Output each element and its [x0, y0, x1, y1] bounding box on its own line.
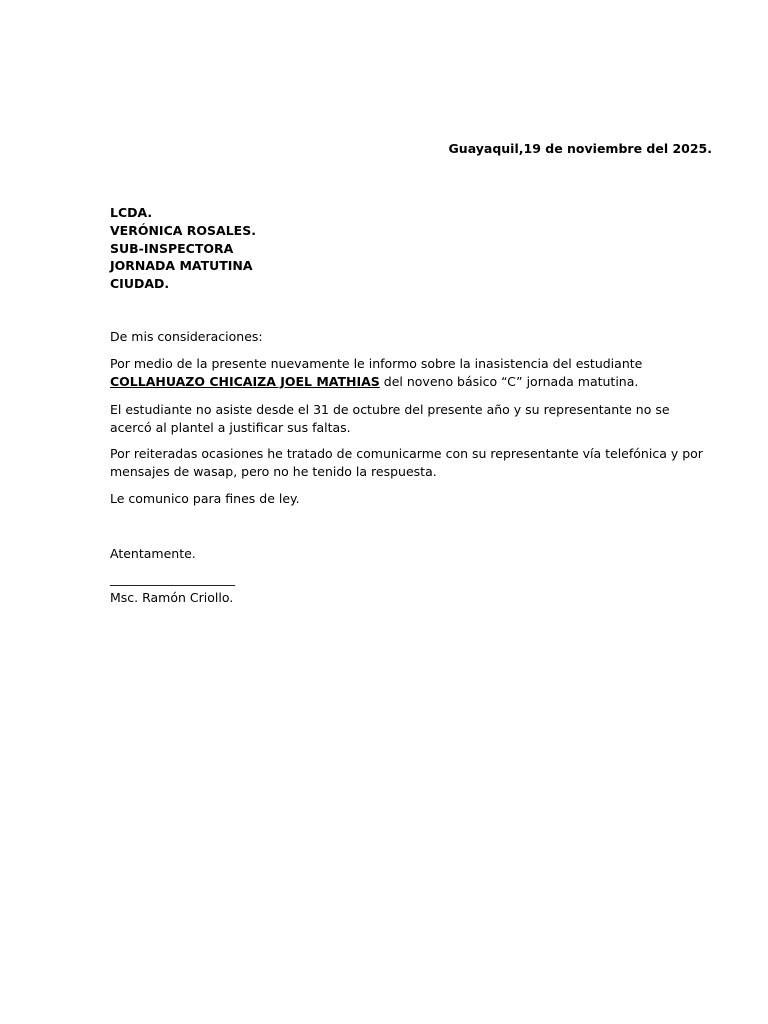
greeting: De mis consideraciones: — [110, 329, 263, 344]
paragraph-4: Le comunico para fines de ley. — [110, 491, 300, 506]
paragraph-3: Por reiteradas ocasiones he tratado de comunicarme con su representante vía telefónica y por mensajes de wasap, pero no he tenido la respuesta. — [110, 446, 703, 479]
closing: Atentamente. — [110, 546, 196, 561]
paragraph-1-rest: del noveno básico “C” jornada matutina. — [379, 373, 639, 389]
paragraph-1-intro: Por medio de la presente nuevamente le informo sobre la inasistencia del estudiante — [110, 356, 643, 371]
signature-line: ____________________ — [110, 571, 235, 586]
recipient-position: SUB-INSPECTORA — [110, 240, 234, 256]
recipient-shift: JORNADA MATUTINA — [110, 258, 253, 274]
recipient-city: CIUDAD. — [110, 276, 170, 292]
paragraph-2: El estudiante no asiste desde el 31 de octubre del presente año y su representante no se acercó al plantel a justificar sus faltas. — [110, 402, 670, 435]
paragraph-1 — [110, 355, 714, 391]
recipient-title: LCDA. — [110, 205, 153, 220]
recipient-block — [110, 204, 710, 293]
student-name: COLLAHUAZO CHICAIZA JOEL MATHIAS — [110, 373, 380, 389]
signatory-name: Msc. Ramón Criollo. — [110, 590, 234, 605]
recipient-name: VERÓNICA ROSALES. — [110, 222, 256, 238]
letter-date: Guayaquil,19 de noviembre del 2025. — [448, 141, 712, 156]
